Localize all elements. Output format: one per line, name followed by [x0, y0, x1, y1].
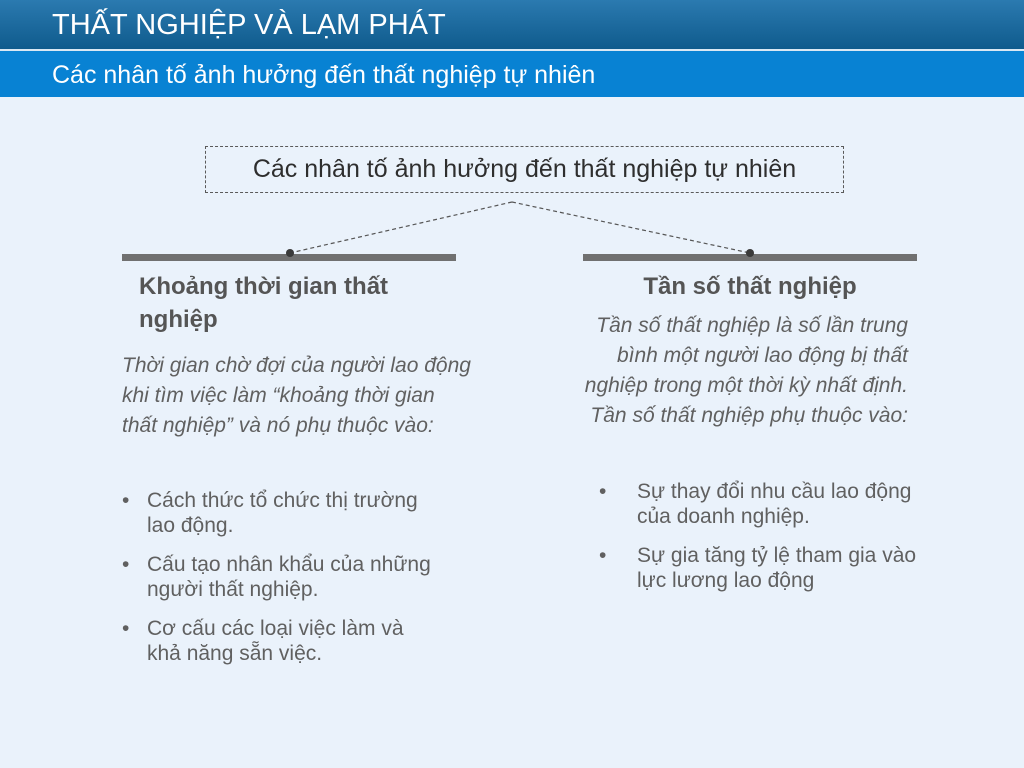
slide-subtitle: Các nhân tố ảnh hưởng đến thất nghiệp tự nhiên: [52, 61, 596, 89]
bullet-icon: •: [599, 480, 607, 503]
left-branch-description: Thời gian chờ đợi của người lao động khi tìm việc làm “khoảng thời gian thất nghiệp” và nó phụ thuộc vào:: [122, 354, 471, 437]
right-bullet-list: [599, 479, 919, 607]
list-item: • Sự thay đổi nhu cầu lao động của doanh nghiệp.: [599, 480, 912, 528]
right-branch-title: Tần số thất nghiệp: [643, 273, 857, 300]
left-bullet-list: [122, 488, 442, 680]
right-branch-description: Tần số thất nghiệp là số lần trung bình một người lao động bị thất nghiệp trong một thời kỳ nhất định. Tần số thất nghiệp phụ thuộc vào:: [584, 314, 908, 427]
right-anchor-dot: [746, 249, 754, 257]
bullet-icon: •: [599, 544, 607, 567]
connector-right: [512, 202, 750, 253]
bullet-icon: •: [122, 617, 130, 640]
connector-left: [290, 202, 512, 253]
list-item: • Cách thức tổ chức thị trường lao động.: [122, 489, 418, 537]
list-item: • Cấu tạo nhân khẩu của những người thất nghiệp.: [122, 553, 431, 601]
bullet-icon: •: [122, 553, 130, 576]
slide-title: THẤT NGHIỆP VÀ LẠM PHÁT: [52, 9, 446, 41]
left-branch-title: Khoảng thời gian thất nghiệp: [139, 273, 389, 333]
list-item: • Cơ cấu các loại việc làm và khả năng sẵn việc.: [122, 617, 404, 665]
list-item: • Sự gia tăng tỷ lệ tham gia vào lực lương lao động: [599, 544, 917, 592]
root-node-label: Các nhân tố ảnh hưởng đến thất nghiệp tự nhiên: [252, 155, 797, 183]
left-anchor-dot: [286, 249, 294, 257]
bullet-icon: •: [122, 489, 130, 512]
